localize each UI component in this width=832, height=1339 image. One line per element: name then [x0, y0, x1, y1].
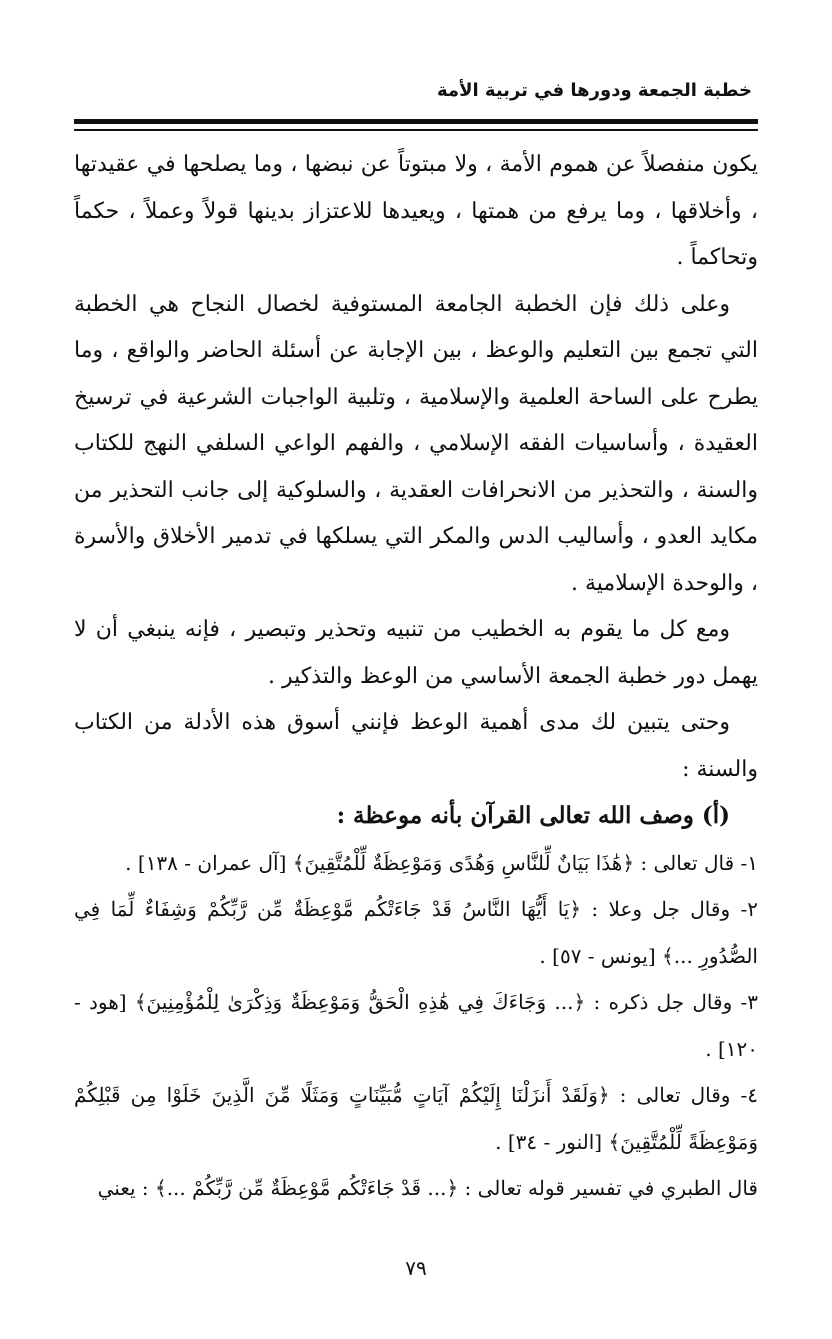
verse-item-1: ١- قال تعالى : ﴿هَٰذَا بَيَانٌ لِّلنَّاسِ وَهُدًى وَمَوْعِظَةٌ لِّلْمُتَّقِينَ﴾ [آل عمران - ١٣٨] .	[125, 850, 758, 875]
paragraph-evidence-intro: وحتى يتبين لك مدى أهمية الوعظ فإنني أسوق هذه الأدلة من الكتاب والسنة :	[74, 710, 758, 782]
verse-item-2: ٢- وقال جل وعلا : ﴿يَا أَيُّهَا النَّاسُ قَدْ جَاءَتْكُم مَّوْعِظَةٌ مِّن رَّبِّكُمْ وَشِفَاءٌ لِّمَا فِي الصُّدُورِ ...﴾ [يونس - ٥٧] .	[74, 897, 758, 968]
section-heading: (أ) وصف الله تعالى القرآن بأنه موعظة :	[336, 802, 730, 829]
paragraph-preacher-role: ومع كل ما يقوم به الخطيب من تنبيه وتحذير وتبصير ، فإنه ينبغي أن لا يهمل دور خطبة الجمعة الأساسي من الوعظ والتذكير .	[74, 617, 758, 689]
page-body	[74, 142, 758, 1212]
running-header: خطبة الجمعة ودورها في تربية الأمة	[437, 80, 752, 101]
closing-line: قال الطبري في تفسير قوله تعالى : ﴿... قَدْ جَاءَتْكُم مَّوْعِظَةٌ مِّن رَّبِّكُمْ ...﴾ : يعني	[97, 1176, 758, 1200]
header-rule-thick	[74, 119, 758, 124]
header-rule-thin	[74, 129, 758, 131]
paragraph-comprehensive-sermon: وعلى ذلك فإن الخطبة الجامعة المستوفية لخصال النجاح هي الخطبة التي تجمع بين التعليم والوعظ ، بين الإجابة عن أسئلة الحاضر والواقع ، وما يطرح على الساحة العلمية والإسلامية ، وتلبية الواجبات الشرعية في ترسيخ العقيدة ، وأساسيات الفقه الإسلامي ، والفهم الواعي السلفي النهج للكتاب والسنة ، والتحذير من الانحرافات العقدية ، والسلوكية إلى جانب التحذير من مكايد العدو ، وأساليب الدس والمكر التي يسلكها في تدمير الأخلاق والأسرة ، والوحدة الإسلامية .	[74, 291, 758, 596]
verse-item-3: ٣- وقال جل ذكره : ﴿... وَجَاءَكَ فِي هَٰذِهِ الْحَقُّ وَمَوْعِظَةٌ وَذِكْرَىٰ لِلْمُؤْمِنِينَ﴾ [هود - ١٢٠] .	[74, 990, 758, 1061]
verse-item-4: ٤- وقال تعالى : ﴿وَلَقَدْ أَنزَلْنَا إِلَيْكُمْ آيَاتٍ مُّبَيِّنَاتٍ وَمَثَلًا مِّنَ الَّذِينَ خَلَوْا مِن قَبْلِكُمْ وَمَوْعِظَةً لِّلْمُتَّقِينَ﴾ [النور - ٣٤] .	[74, 1083, 758, 1154]
page-number: ٧٩	[405, 1256, 427, 1280]
paragraph-continuation: يكون منفصلاً عن هموم الأمة ، ولا مبتوتاً عن نبضها ، وما يصلحها في عقيدتها ، وأخلاقها ، وما يرفع من همتها ، ويعيدها للاعتزاز بدينها قولاً وعملاً ، حكماً وتحاكماً .	[74, 152, 758, 270]
